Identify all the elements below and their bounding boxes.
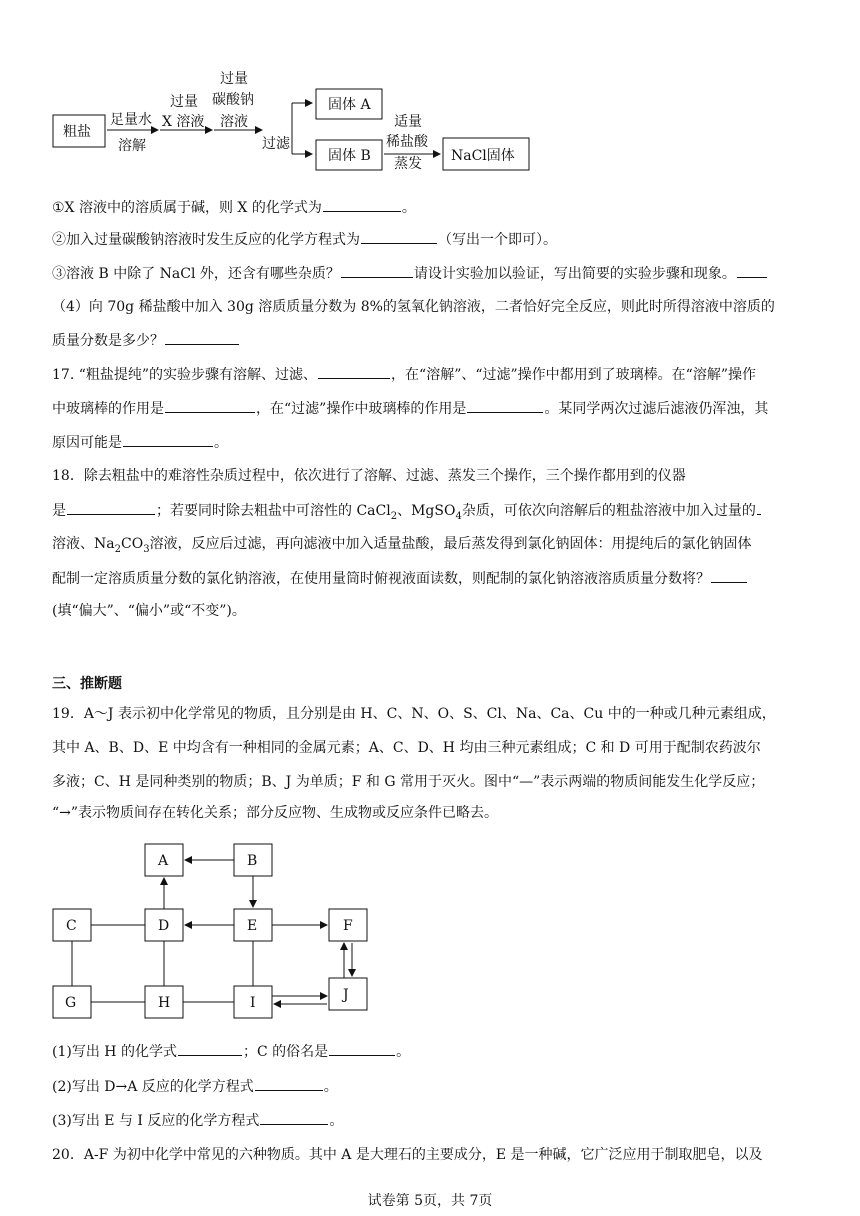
svg-text:适量: 适量: [394, 114, 422, 130]
svg-text:固体 A: 固体 A: [328, 97, 371, 113]
svg-text:过滤: 过滤: [262, 136, 290, 152]
q16-part4-line2: 质量分数是多少？: [52, 330, 240, 351]
svg-text:D: D: [158, 918, 170, 934]
answer-blank[interactable]: [165, 398, 255, 413]
answer-blank[interactable]: [255, 1076, 323, 1091]
q18-line5: (填“偏大”、“偏小”或“不变”)。: [52, 603, 246, 619]
svg-text:溶液: 溶液: [220, 114, 248, 130]
q19-sub2: (2)写出 D→A 反应的化学方程式 。: [52, 1076, 338, 1097]
node-i: [234, 986, 272, 1018]
section-title: 三、推断题: [52, 676, 122, 692]
q16-part4-line1: （4）向 70g 稀盐酸中加入 30g 溶质质量分数为 8%的氢氧化钠溶液，二者恰好完全反应，则此时所得溶液中溶质的: [52, 299, 775, 315]
answer-blank[interactable]: [165, 330, 239, 345]
answer-blank[interactable]: [467, 398, 543, 413]
q18-line4: 配制一定溶质质量分数的氯化钠溶液，在使用量筒时俯视液面读数，则配制的氯化钠溶液溶质质量分数将？: [52, 568, 748, 589]
answer-blank[interactable]: [260, 1110, 328, 1125]
answer-blank[interactable]: [318, 364, 390, 379]
answer-blank[interactable]: [711, 568, 747, 583]
node-b: [234, 844, 272, 876]
answer-blank[interactable]: [361, 229, 437, 244]
node-f: [329, 909, 367, 941]
q19-line1: 19．A～J 表示初中化学常见的物质，且分别是由 H、C、N、O、S、Cl、Na、Ca、Cu 中的一种或几种元素组成，: [52, 706, 776, 722]
svg-text:X 溶液: X 溶液: [162, 114, 205, 130]
page-footer: 试卷第 5页，共 7页: [367, 1193, 493, 1209]
node-d: [145, 909, 183, 941]
q18-line3: 溶液、$Na_2CO_3$溶液，反应后过滤，再向滤液中加入适量盐酸，最后蒸发得到氯化钠固体：用提纯后的氯化钠固体: [52, 536, 752, 555]
q16-part1: ①X 溶液中的溶质属于碱，则 X 的化学式为 。: [52, 197, 416, 218]
q19-sub3: (3)写出 E 与 I 反应的化学方程式 。: [52, 1110, 343, 1131]
answer-blank[interactable]: [329, 1041, 395, 1056]
node-e: [234, 909, 272, 941]
svg-text:H: H: [158, 995, 171, 1011]
svg-text:G: G: [65, 995, 77, 1011]
svg-text:I: I: [250, 995, 256, 1011]
q20-line1: 20．A-F 为初中化学中常见的六种物质。其中 A 是大理石的主要成分，E 是一种碱，它广泛应用于制取肥皂，以及: [52, 1147, 763, 1163]
q16-part3: ③溶液 B 中除了 NaCl 外，还含有哪些杂质？ 请设计实验加以验证，写出简要的实验步骤和现象。: [52, 263, 768, 284]
svg-text:J: J: [343, 987, 349, 1003]
svg-text:过量: 过量: [170, 94, 198, 110]
q17-line3: 原因可能是 。: [52, 432, 228, 453]
answer-blank[interactable]: [67, 500, 155, 515]
flow-crude-salt: 粗盐: [63, 124, 91, 140]
svg-text:过量: 过量: [220, 71, 248, 87]
q17-line2: 中玻璃棒的作用是 ，在“过滤”操作中玻璃棒的作用是 。某同学两次过滤后滤液仍浑浊，其: [52, 398, 768, 419]
svg-text:碳酸钠: 碳酸钠: [212, 92, 254, 108]
q19-line3: 多液；C、H 是同种类别的物质；B、J 为单质；F 和 G 常用于灭火。图中“—”表示两端的物质间能发生化学反应；: [52, 774, 765, 790]
q19-line2: 其中 A、B、D、E 中均含有一种相同的金属元素；A、C、D、H 均由三种元素组成；C 和 D 可用于配制农药波尔: [52, 740, 761, 756]
svg-text:稀盐酸: 稀盐酸: [386, 134, 428, 150]
svg-text:足量水: 足量水: [110, 112, 152, 128]
node-c: [53, 909, 91, 941]
svg-text:A: A: [158, 853, 169, 869]
answer-blank[interactable]: [757, 500, 761, 515]
q19-sub1: (1)写出 H 的化学式 ；C 的俗名是 。: [52, 1041, 410, 1062]
svg-text:B: B: [247, 853, 258, 869]
svg-text:F: F: [343, 918, 353, 934]
svg-text:固体 B: 固体 B: [328, 148, 371, 164]
q16-part2: ②加入过量碳酸钠溶液时发生反应的化学方程式为 （写出一个即可）。: [52, 229, 557, 250]
svg-text:C: C: [66, 918, 77, 934]
crude-salt-flowchart: [0, 0, 860, 185]
q18-line2: 是 ；若要同时除去粗盐中可溶性的 CaCl$_2$、MgSO$_4$杂质，可依次向溶解后的粗盐溶液中加入过量的: [52, 500, 762, 527]
q17-line1: 17. “粗盐提纯”的实验步骤有溶解、过滤、 ，在“溶解”、“过滤”操作中都用到了玻璃棒。在“溶解”操作: [52, 364, 756, 385]
svg-text:E: E: [247, 918, 258, 934]
node-h: [145, 986, 183, 1018]
q19-line4: “→”表示物质间存在转化关系；部分反应物、生成物或反应条件已略去。: [52, 805, 499, 821]
svg-text:溶解: 溶解: [118, 138, 146, 154]
node-j: [329, 978, 367, 1010]
answer-blank[interactable]: [323, 197, 401, 212]
node-a: [145, 844, 183, 876]
q18-line1: 18．除去粗盐中的难溶性杂质过程中，依次进行了溶解、过滤、蒸发三个操作，三个操作都用到的仪器: [52, 468, 686, 484]
answer-blank[interactable]: [123, 432, 213, 447]
svg-text:蒸发: 蒸发: [394, 156, 422, 172]
answer-blank[interactable]: [341, 263, 413, 278]
node-g: [53, 986, 91, 1018]
answer-blank[interactable]: [178, 1041, 242, 1056]
answer-blank[interactable]: [737, 263, 767, 278]
svg-text:NaCl固体: NaCl固体: [451, 148, 515, 164]
